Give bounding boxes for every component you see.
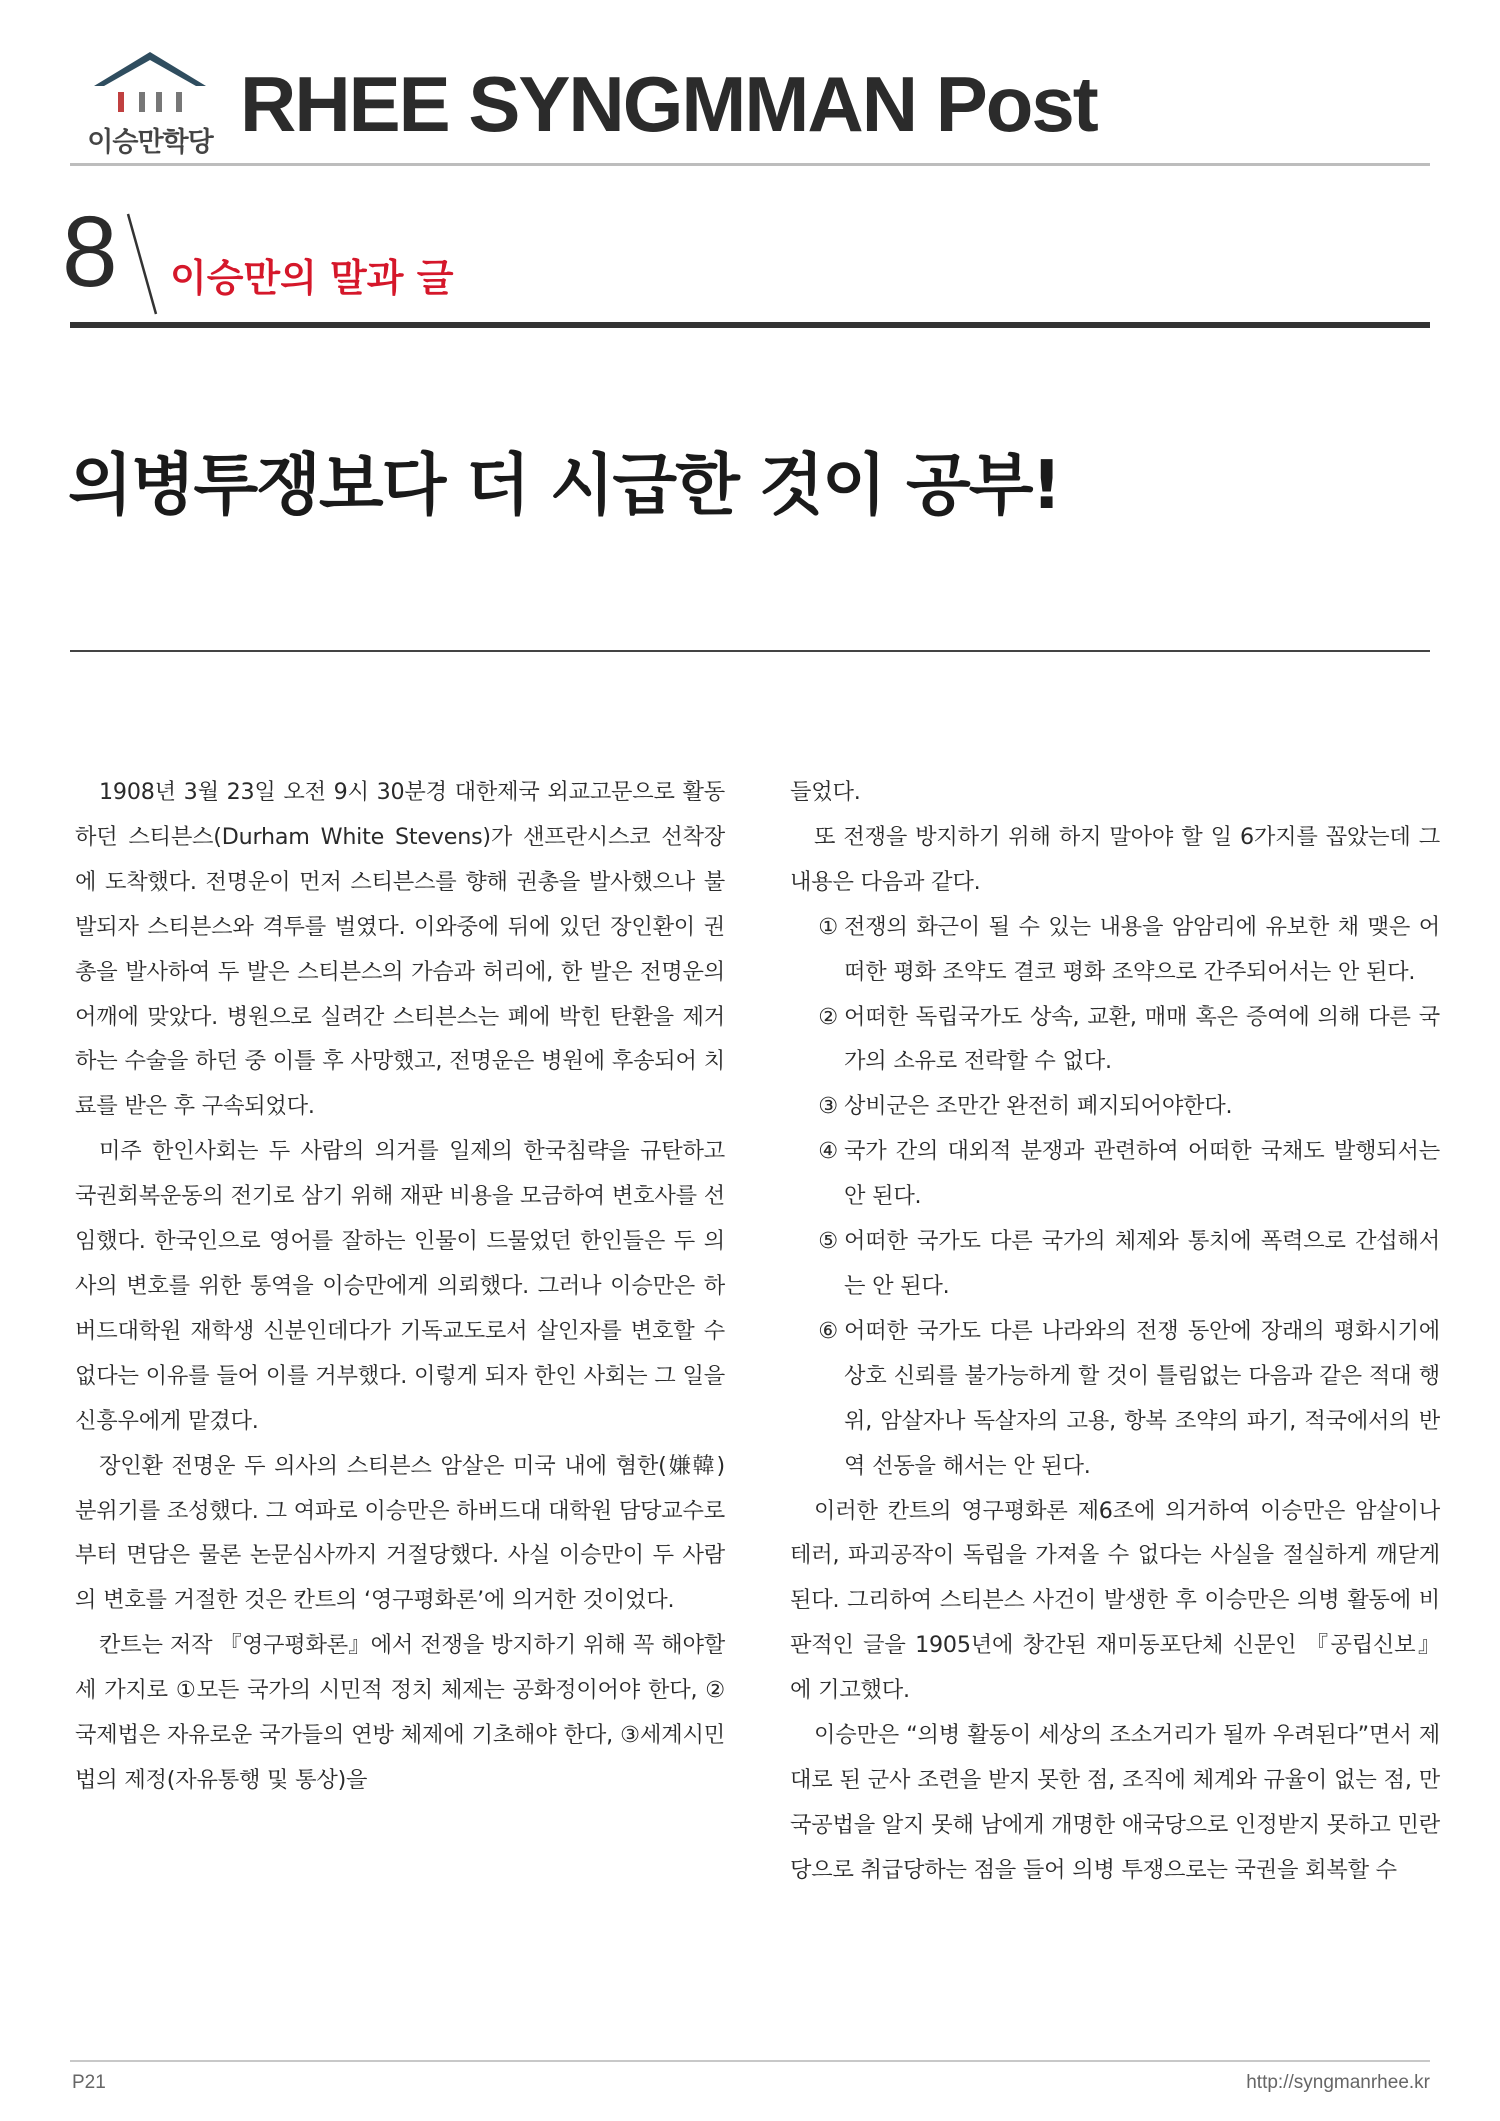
masthead-divider xyxy=(70,163,1430,166)
section-header xyxy=(62,195,1432,325)
page-number: P21 xyxy=(72,2072,106,2093)
slash-divider-icon xyxy=(122,210,162,320)
list-item-number: ⑤ xyxy=(818,1228,838,1255)
list-item-number: ② xyxy=(818,1003,838,1030)
logo-text: 이승만학당 xyxy=(87,127,213,158)
paragraph-continuation: 들었다. xyxy=(790,779,861,805)
list-item-text: 어떠한 국가도 다른 국가의 체제와 통치에 폭력으로 간섭해서는 안 된다. xyxy=(844,1228,1440,1299)
paragraph: 이승만은 “의병 활동이 세상의 조소거리가 될까 우려된다”면서 제대로 된 군사 조련을 받지 못한 점, 조직에 체계와 규율이 없는 점, 만국공법을 알지 못해 남에게 개명한 애국당으로 인정받지 못하고 민란당으로 취급당하는 점을 들어 의병 투쟁으로는 국권을 회복할 수 xyxy=(790,1722,1440,1883)
website-url: http://syngmanrhee.kr xyxy=(1246,2072,1430,2093)
list-item-text: 상비군은 조만간 완전히 폐지되어야한다. xyxy=(844,1093,1233,1120)
list-item xyxy=(790,1129,1440,1219)
house-logo-icon xyxy=(90,48,210,120)
logo xyxy=(70,48,230,158)
publication-title: RHEE SYNGMMAN Post xyxy=(240,60,1097,148)
paragraph: 장인환 전명운 두 의사의 스티븐스 암살은 미국 내에 혐한(嫌韓) 분위기를 조성했다. 그 여파로 이승만은 하버드대 대학원 담당교수로부터 면담은 물론 논문심사까지 거절당했다. 사실 이승만이 두 사람의 변호를 거절한 것은 칸트의 ‘영구평화론’에 의거한 것이었다. xyxy=(75,1452,725,1614)
masthead xyxy=(70,40,1430,165)
section-divider xyxy=(70,322,1430,328)
list-item xyxy=(790,1309,1440,1489)
section-title: 이승만의 말과 글 xyxy=(170,256,454,300)
article-column-left xyxy=(75,770,725,1803)
list-item-text: 전쟁의 화근이 될 수 있는 내용을 암암리에 유보한 채 맺은 어떠한 평화 조약도 결코 평화 조약으로 간주되어서는 안 된다. xyxy=(844,913,1440,985)
article-column-right xyxy=(790,770,1440,1893)
list-item-text: 어떠한 독립국가도 상속, 교환, 매매 혹은 증여에 의해 다른 국가의 소유로 전락할 수 없다. xyxy=(844,1003,1440,1075)
list-item-number: ① xyxy=(818,913,838,940)
paragraph: 미주 한인사회는 두 사람의 의거를 일제의 한국침략을 규탄하고 국권회복운동의 전기로 삼기 위해 재판 비용을 모금하여 변호사를 선임했다. 한국인으로 영어를 잘하는 인물이 드물었던 한인들은 두 의사의 변호를 위한 통역을 이승만에게 의뢰했다. 그러나 이승만은 하버드대학원 재학생 신분인데다가 기독교도로서 살인자를 변호할 수 없다는 이유를 들어 이를 거부했다. 이렇게 되자 한인 사회는 그 일을 신흥우에게 맡겼다. xyxy=(75,1138,725,1434)
list-item xyxy=(790,1084,1440,1129)
list-item xyxy=(790,995,1440,1085)
footer-divider xyxy=(70,2060,1430,2062)
paragraph: 1908년 3월 23일 오전 9시 30분경 대한제국 외교고문으로 활동하던 스티븐스(Durham White Stevens)가 샌프란시스코 선착장에 도착했다. 전명운이 먼저 스티븐스를 향해 권총을 발사했으나 불발되자 스티븐스와 격투를 벌였다. 이와중에 뒤에 있던 장인환이 권총을 발사하여 두 발은 스티븐스의 가슴과 허리에, 한 발은 전명운의 어깨에 맞았다. 병원으로 실려간 스티븐스는 폐에 박힌 탄환을 제거하는 수술을 하던 중 이틀 후 사망했고, 전명운은 병원에 후송되어 치료를 받은 후 구속되었다. xyxy=(75,779,725,1120)
headline-divider xyxy=(70,650,1430,652)
list-item-text: 어떠한 국가도 다른 나라와의 전쟁 동안에 장래의 평화시기에 상호 신뢰를 불가능하게 할 것이 틀림없는 다음과 같은 적대 행위, 암살자나 독살자의 고용, 항복 조약의 파기, 적국에서의 반역 선동을 해서는 안 된다. xyxy=(844,1317,1440,1479)
article-headline: 의병투쟁보다 더 시급한 것이 공부! xyxy=(68,446,1060,524)
list-item xyxy=(790,1219,1440,1309)
section-number: 8 xyxy=(62,196,118,308)
paragraph: 또 전쟁을 방지하기 위해 하지 말아야 할 일 6가지를 꼽았는데 그 내용은 다음과 같다. xyxy=(790,823,1440,895)
list-item-text: 국가 간의 대외적 분쟁과 관련하여 어떠한 국채도 발행되서는 안 된다. xyxy=(844,1138,1440,1210)
paragraph: 칸트는 저작 『영구평화론』에서 전쟁을 방지하기 위해 꼭 해야할 세 가지로 ①모든 국가의 시민적 정치 체제는 공화정이어야 한다, ②국제법은 자유로운 국가들의 연방 체제에 기초해야 한다, ③세계시민법의 제정(자유통행 및 통상)을 xyxy=(75,1632,725,1793)
list-item xyxy=(790,905,1440,995)
list-item-number: ③ xyxy=(818,1093,838,1120)
list-item-number: ⑥ xyxy=(818,1317,838,1344)
paragraph: 이러한 칸트의 영구평화론 제6조에 의거하여 이승만은 암살이나 테러, 파괴공작이 독립을 가져올 수 없다는 사실을 절실하게 깨닫게 된다. 그리하여 스티븐스 사건이 발생한 후 이승만은 의병 활동에 비판적인 글을 1905년에 창간된 재미동포단체 신문인 『공립신보』에 기고했다. xyxy=(790,1497,1440,1704)
list-item-number: ④ xyxy=(818,1138,838,1165)
